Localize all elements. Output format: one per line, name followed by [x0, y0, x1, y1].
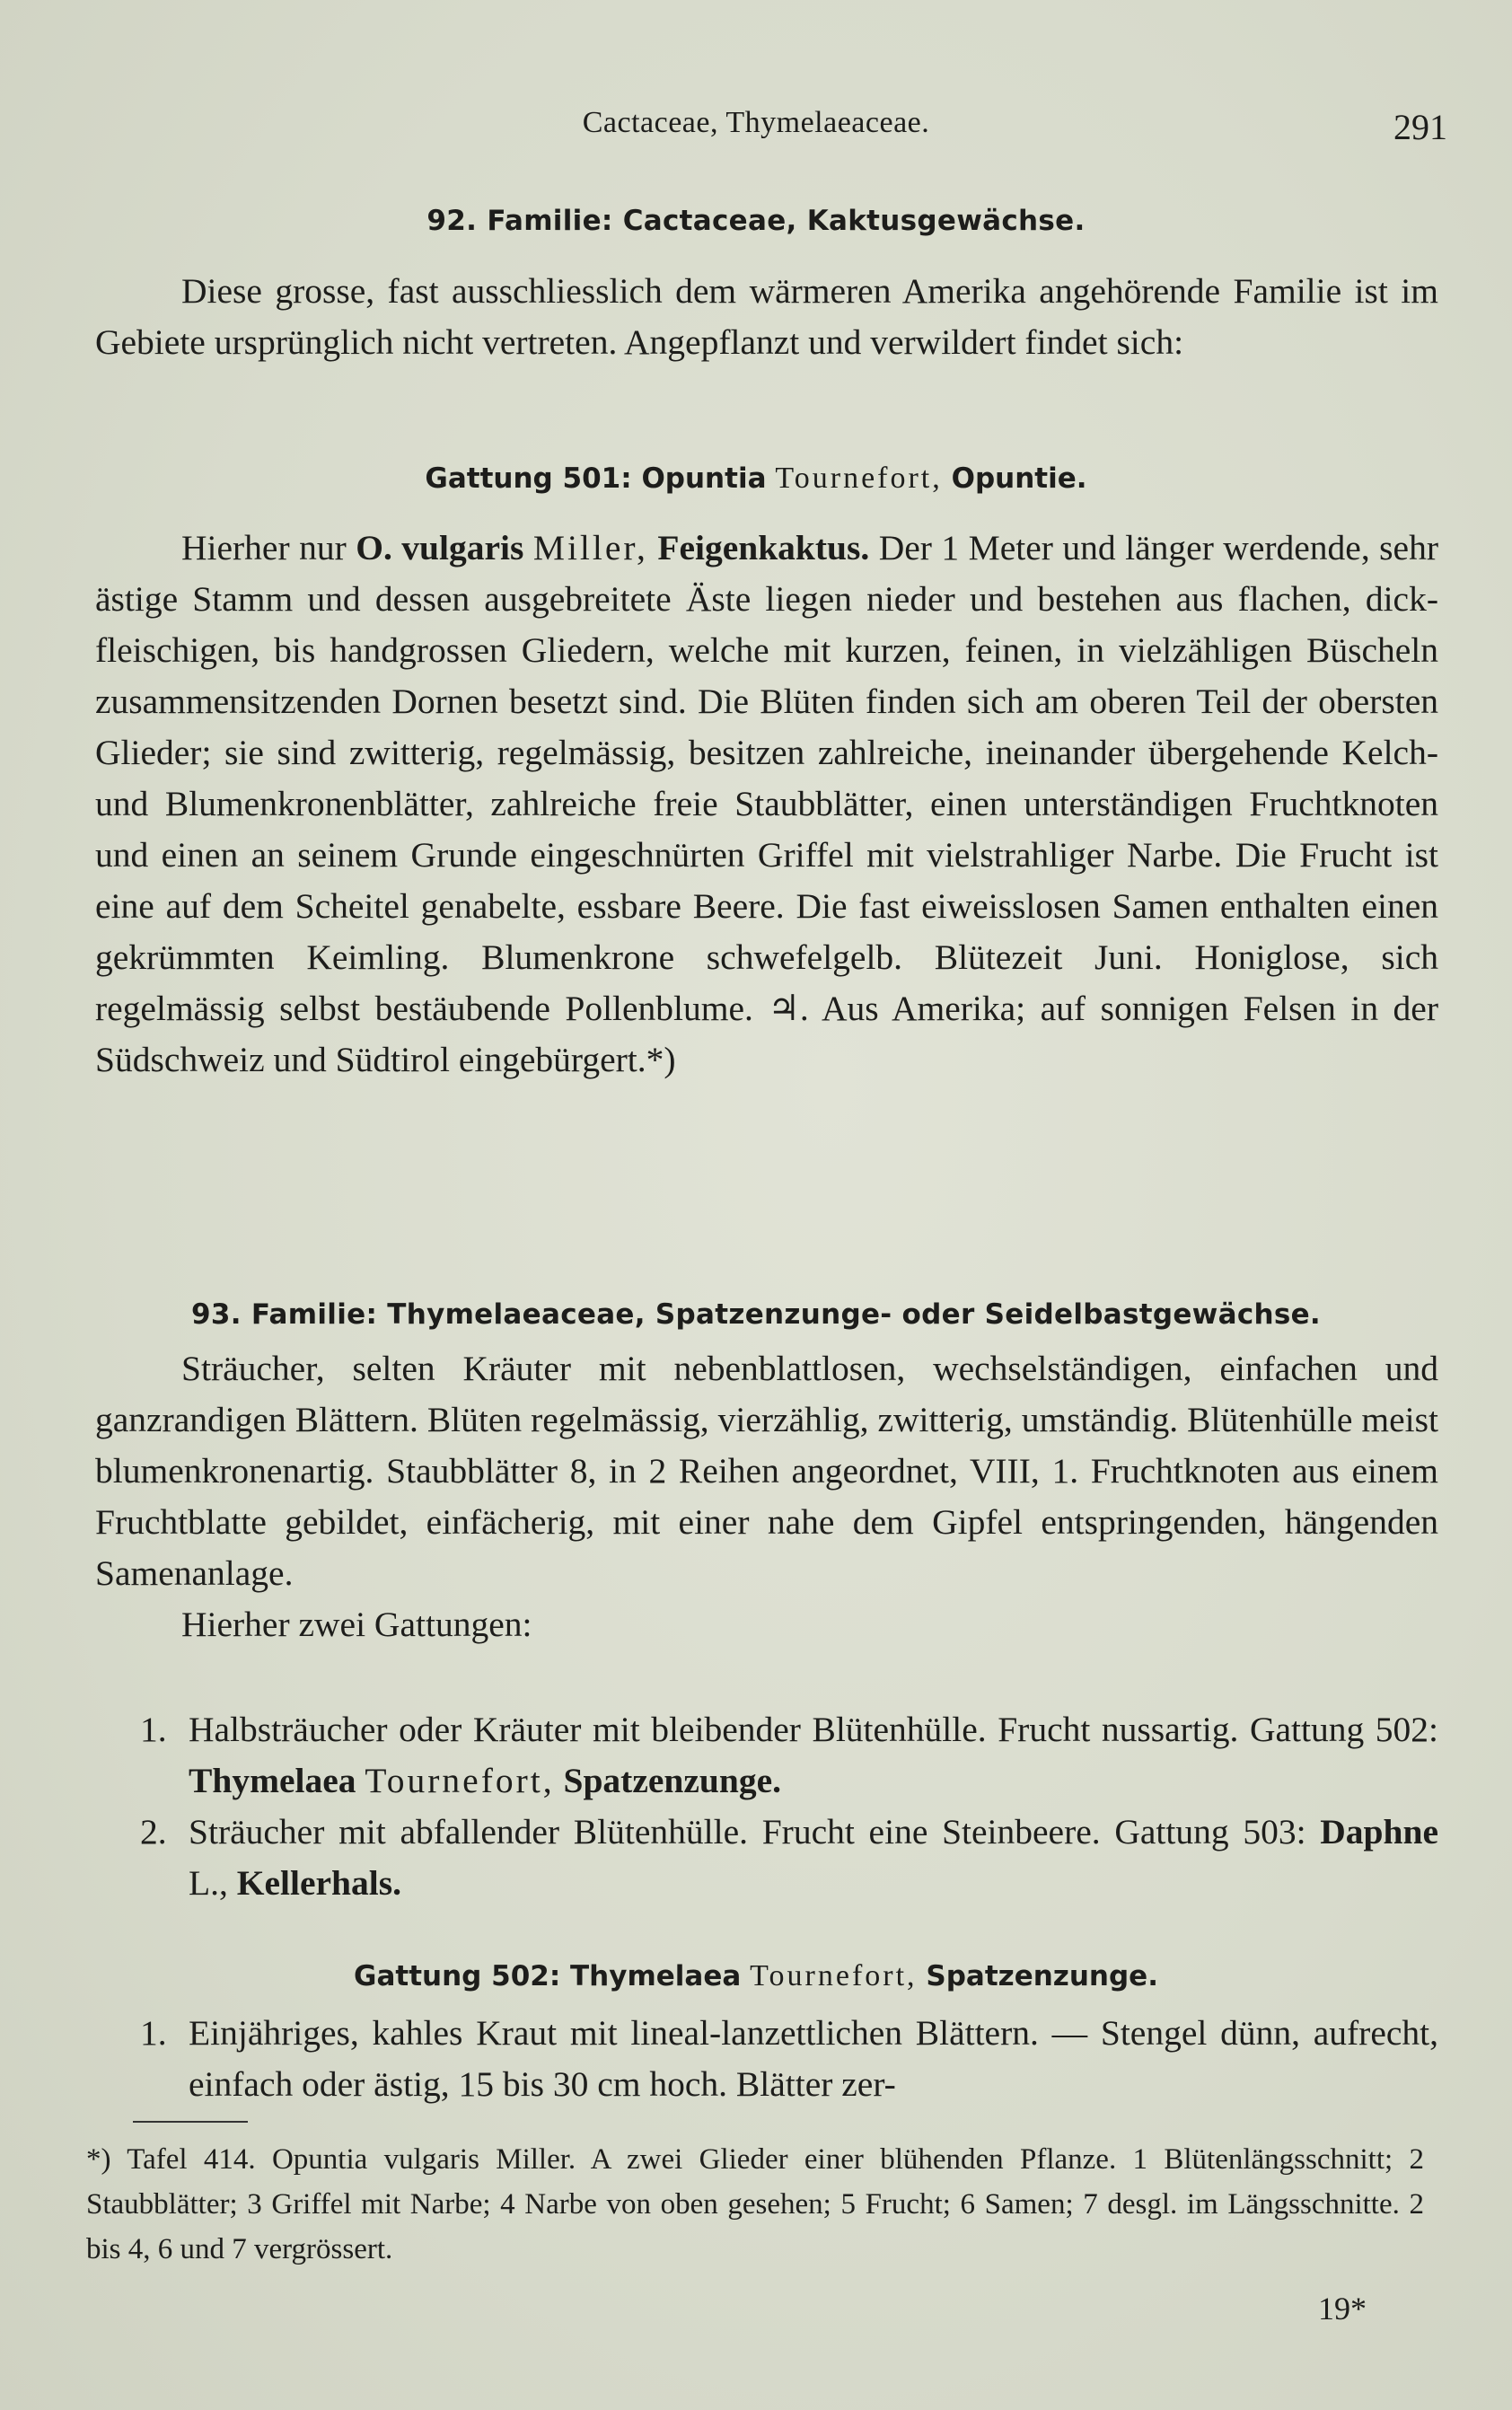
species-key-item [95, 2008, 1438, 2110]
opuntia-description [95, 523, 1438, 1086]
genus-502-heading [0, 1959, 1512, 1993]
genus-key-item-text: Sträucher mit abfallender Blütenhülle. Frucht eine Steinbeere. Gattung 503: [189, 1812, 1306, 1851]
footnote: *) Tafel 414. Opuntia vulgaris Miller. A zwei Glieder einer blühenden Pflanze. 1 Blütenlängsschnitt; 2 Staubblätter; 3 Griffel mit Narbe; 4 Narbe von oben gesehen; 5 Frucht; 6 Samen; 7 desgl. im Längsschnitte. 2 bis 4, 6 und 7 vergrössert. [86, 2143, 1424, 2265]
genus-501-heading [0, 462, 1512, 496]
family-93-intro [95, 1343, 1438, 1650]
genus-key-item [95, 1807, 1438, 1909]
genus-key-item-common: Kellerhals. [236, 1863, 401, 1903]
page-number: 291 [1393, 107, 1447, 147]
genus-key-item-number: 1. [140, 1710, 167, 1749]
genus-502-author: Tournefort, [750, 1959, 918, 1992]
family-92-intro [95, 266, 1438, 368]
running-head [0, 106, 1512, 160]
family-93-lead: Hierher zwei Gattungen: [181, 1605, 532, 1644]
genus-501-author: Tournefort, [775, 462, 943, 495]
genus-key-item-number: 2. [140, 1812, 167, 1851]
genus-key-item-text: Halbsträucher oder Kräuter mit bleibender Blütenhülle. Frucht nussartig. Gattung 502: [189, 1710, 1438, 1749]
species-key-list [95, 2008, 1438, 2110]
family-93-heading: 93. Familie: Thymelaeaceae, Spatzenzunge- oder Seidelbastgewächse. [190, 1298, 1322, 1331]
family-92-intro-text: Diese grosse, fast ausschliesslich dem wärmeren Amerika angehörende Familie ist im Gebiete ursprünglich nicht vertreten. Angepflanzt und verwildert findet sich: [95, 271, 1438, 362]
genus-501-prefix: Gattung 501: Opuntia [425, 462, 767, 495]
footnote-rule [133, 2121, 248, 2123]
species-key-item-number: 1. [140, 2013, 167, 2053]
genus-502-common: Spatzenzunge. [926, 1960, 1158, 1992]
running-title: Cactaceae, Thymelaeaceae. [582, 106, 930, 139]
species-key-item-text: Einjähriges, kahles Kraut mit lineal-lanzettlichen Blättern. — Stengel dünn, aufrecht, einfach oder ästig, 15 bis 30 cm hoch. Blätter zer- [189, 2013, 1438, 2104]
opuntia-lead: Hierher nur [181, 528, 347, 567]
genus-key-item-author: Tournefort, [365, 1761, 555, 1800]
opuntia-common: Feigenkaktus. [657, 528, 870, 567]
genus-key-item [95, 1704, 1438, 1807]
opuntia-species: O. vulgaris [356, 528, 524, 567]
genus-key-list [95, 1704, 1438, 1909]
opuntia-text: Der 1 Meter und länger werdende, sehr ästige Stamm und dessen ausgebreitete Äste liegen nieder und bestehen aus flachen, dick-fleischigen, bis handgrossen Gliedern, welche mit kurzen, feinen, in vielzähligen Büscheln zusammensitzenden Dornen besetzt sind. Die Blüten finden sich am oberen Teil der obersten Glieder; sie sind zwitterig, regelmässig, besitzen zahlreiche, ineinander übergehende Kelch- und Blumenkronenblätter, zahlreiche freie Staubblätter, einen unterständigen Fruchtknoten und einen an seinem Grunde eingeschnürten Griffel mit vielstrahliger Narbe. Die Frucht ist eine auf dem Scheitel genabelte, essbare Beere. Die fast eiweisslosen Samen enthalten einen gekrümmten Keimling. Blumenkrone schwefelgelb. Blütezeit Juni. Honiglose, sich regelmässig selbst bestäubende Pollenblume. ♃. Aus Amerika; auf sonnigen Felsen in der Südschweiz und Südtirol eingebürgert.*) [95, 528, 1438, 1079]
genus-501-common: Opuntie. [951, 462, 1087, 495]
genus-502-prefix: Gattung 502: Thymelaea [354, 1960, 742, 1992]
opuntia-paragraph [95, 523, 1438, 1086]
family-92-heading: 92. Familie: Cactaceae, Kaktusgewächse. [426, 205, 1086, 237]
opuntia-author: Miller, [532, 528, 648, 567]
family-93-intro-text: Sträucher, selten Kräuter mit nebenblattlosen, wechselständigen, einfachen und ganzrandigen Blättern. Blüten regelmässig, vierzählig, zwitterig, umständig. Blütenhülle meist blumenkronenartig. Staubblätter 8, in 2 Reihen angeordnet, VIII, 1. Fruchtknoten aus einem Fruchtblatte gebildet, einfächerig, mit einer nahe dem Gipfel entspringenden, hängenden Samenanlage. [95, 1349, 1438, 1593]
genus-key-item-common: Spatzenzunge. [563, 1761, 781, 1800]
genus-key-item-author: L., [189, 1863, 228, 1903]
genus-key-item-genus: Thymelaea [189, 1761, 356, 1800]
genus-key-item-genus: Daphne [1320, 1812, 1438, 1851]
signature-mark: 19* [1318, 2291, 1367, 2326]
